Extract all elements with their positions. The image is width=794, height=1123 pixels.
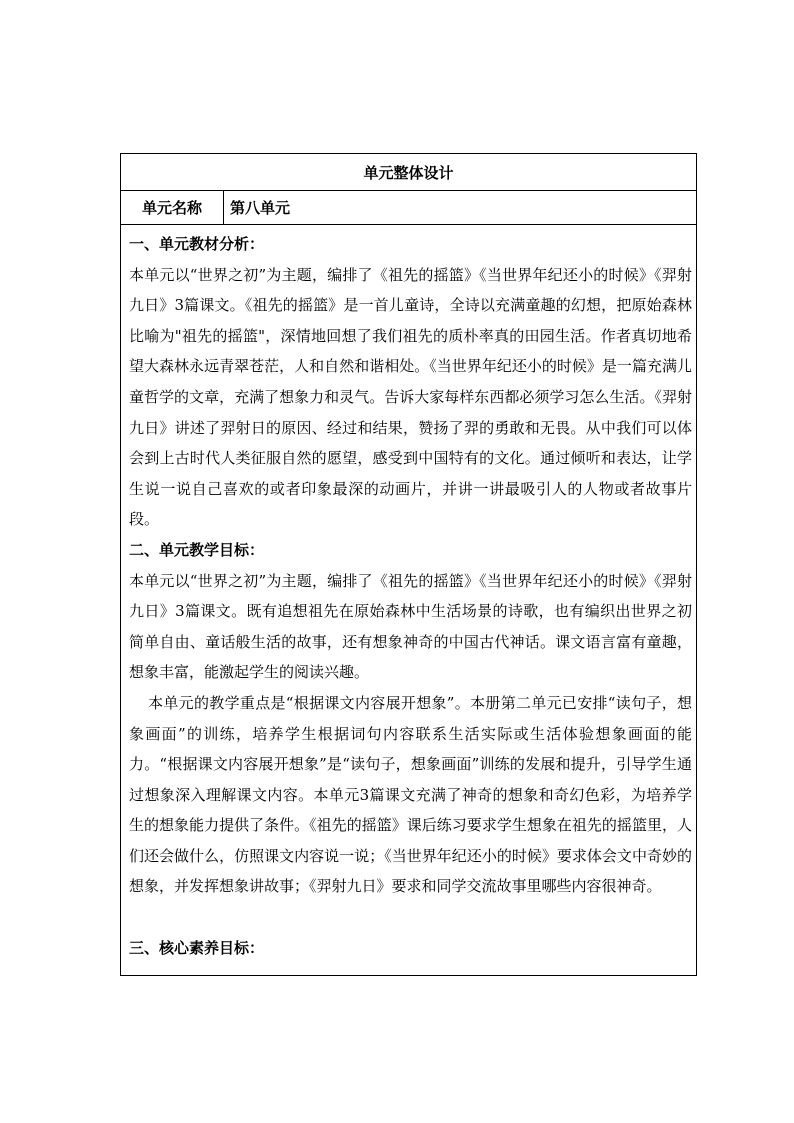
content-cell xyxy=(121,225,696,975)
section-heading-literacy: 三、核心素养目标： xyxy=(129,938,265,957)
spacer xyxy=(129,902,692,933)
unit-design-table xyxy=(120,153,697,976)
section-heading-analysis: 一、单元教材分析： xyxy=(129,235,265,253)
analysis-paragraph: 本单元以“世界之初”为主题，编排了《祖先的摇篮》《当世界年纪还小的时候》《羿射九日》3篇课文。《祖先的摇篮》是一首儿童诗，全诗以充满童趣的幻想，把原始森林比喻为"祖先的摇篮"，深情地回想了我们祖先的质朴率真的田园生活。作者真切地希望大森林永远青翠苍茫，人和自然和谐相处。《当世界年纪还小的时候》是一篇充满儿童哲学的文章，充满了想象力和灵气。告诉大家每样东西都必须学习怎么生活。《羿射九日》讲述了羿射日的原因、经过和结果，赞扬了羿的勇敢和无畏。从中我们可以体会到上古时代人类征服自然的愿望，感受到中国特有的文化。通过倾听和表达，让学生说一说自己喜欢的或者印象最深的动画片，并讲一讲最吸引人的人物或者故事片段。 xyxy=(129,265,692,529)
unit-name-value: 第八单元 xyxy=(230,199,291,217)
unit-name-label: 单元名称 xyxy=(121,191,224,224)
goals-paragraph-1: 本单元以“世界之初”为主题，编排了《祖先的摇篮》《当世界年纪还小的时候》《羿射九日》3篇课文。既有追想祖先在原始森林中生活场景的诗歌，也有编织出世界之初简单自由、童话般生活的故事，还有想象神奇的中国古代神话。课文语言富有童趣，想象丰富，能激起学生的阅读兴趣。 xyxy=(129,571,692,682)
unit-name-row xyxy=(121,191,696,225)
table-title: 单元整体设计 xyxy=(121,154,696,191)
section-heading-goals: 二、单元教学目标： xyxy=(129,540,265,559)
goals-paragraph-2: 本单元的教学重点是“根据课文内容展开想象”。本册第二单元已安排“读句子，想象画面”的训练，培养学生根据词句内容联系生活实际或生活体验想象画面的能力。“根据课文内容展开想象”是“读句子，想象画面”训练的发展和提升，引导学生通过想象深入理解课文内容。本单元3篇课文充满了神奇的想象和奇幻色彩，为培养学生的想象能力提供了条件。《祖先的摇篮》课后练习要求学生想象在祖先的摇篮里，人们还会做什么，仿照课文内容说一说；《当世界年纪还小的时候》要求体会文中奇妙的想象，并发挥想象讲故事；《羿射九日》要求和同学交流故事里哪些内容很神奇。 xyxy=(129,693,692,896)
